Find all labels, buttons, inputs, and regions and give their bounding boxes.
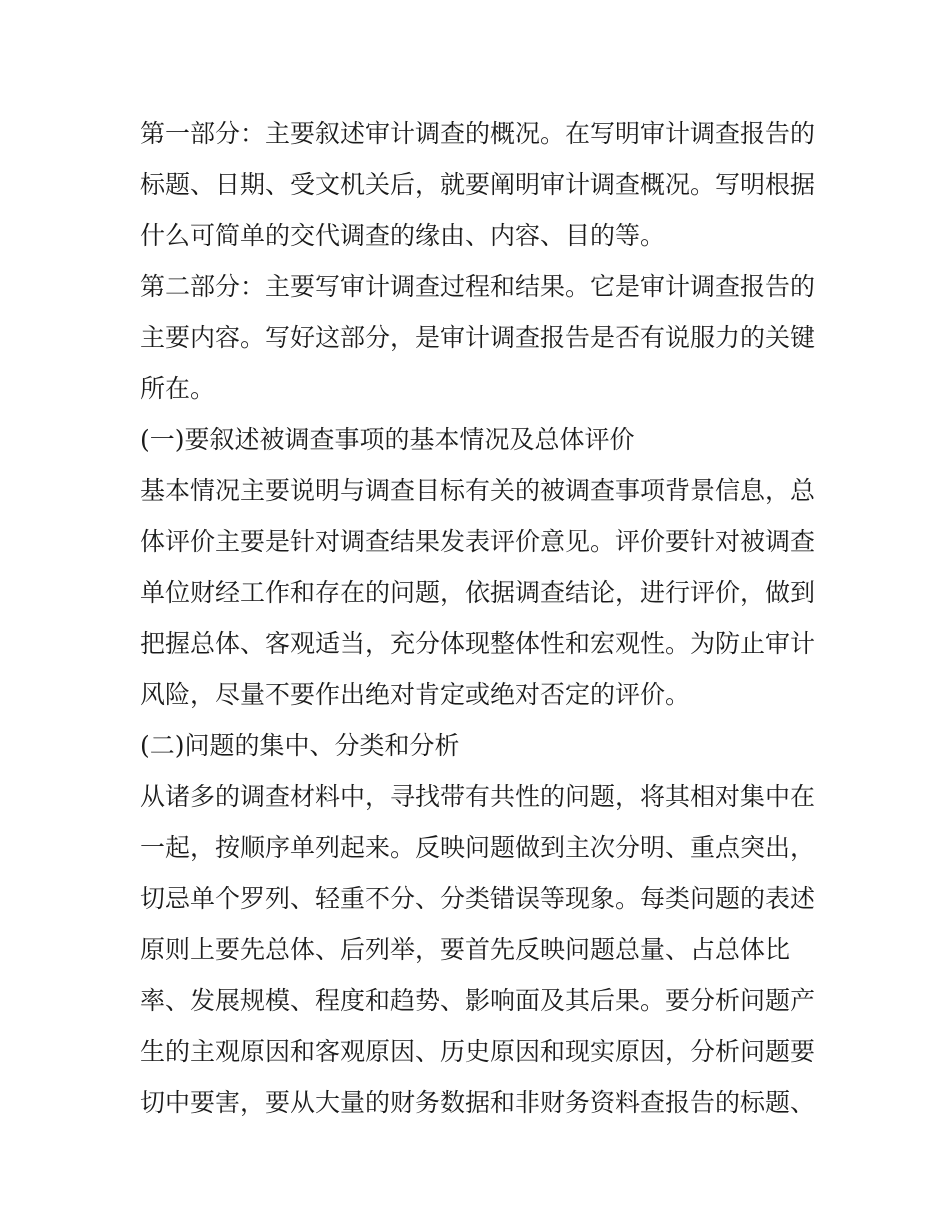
text-line: 从诸多的调查材料中，寻找带有共性的问题，将其相对集中在 — [140, 782, 816, 811]
text-line: 主要内容。写好这部分，是审计调查报告是否有说服力的关键 — [140, 323, 816, 352]
text-line: 单位财经工作和存在的问题，依据调查结论，进行评价，做到 — [140, 578, 816, 607]
text-line: 率、发展规模、程度和趋势、影响面及其后果。要分析问题产 — [140, 986, 816, 1015]
text-line: 第一部分：主要叙述审计调查的概况。在写明审计调查报告的 — [140, 119, 816, 148]
section-heading: (二)问题的集中、分类和分析 — [140, 731, 460, 760]
text-line: 第二部分：主要写审计调查过程和结果。它是审计调查报告的 — [140, 272, 816, 301]
text-line: 切忌单个罗列、轻重不分、分类错误等现象。每类问题的表述 — [140, 884, 816, 913]
text-line: 基本情况主要说明与调查目标有关的被调查事项背景信息，总 — [140, 476, 816, 505]
document-body — [140, 108, 816, 1128]
text-line: 所在。 — [140, 374, 216, 403]
text-line: 一起，按顺序单列起来。反映问题做到主次分明、重点突出， — [140, 833, 816, 862]
text-line: 标题、日期、受文机关后，就要阐明审计调查概况。写明根据 — [140, 170, 816, 199]
text-line: 风险，尽量不要作出绝对肯定或绝对否定的评价。 — [140, 680, 691, 709]
text-line: 生的主观原因和客观原因、历史原因和现实原因，分析问题要 — [140, 1037, 816, 1066]
section-heading: (一)要叙述被调查事项的基本情况及总体评价 — [140, 425, 635, 454]
text-line: 切中要害，要从大量的财务数据和非财务资料查报告的标题、 — [140, 1088, 816, 1117]
text-line: 什么可简单的交代调查的缘由、内容、目的等。 — [140, 221, 666, 250]
text-line: 把握总体、客观适当，充分体现整体性和宏观性。为防止审计 — [140, 629, 816, 658]
text-line: 原则上要先总体、后列举，要首先反映问题总量、占总体比 — [140, 935, 791, 964]
text-line: 体评价主要是针对调查结果发表评价意见。评价要针对被调查 — [140, 527, 816, 556]
